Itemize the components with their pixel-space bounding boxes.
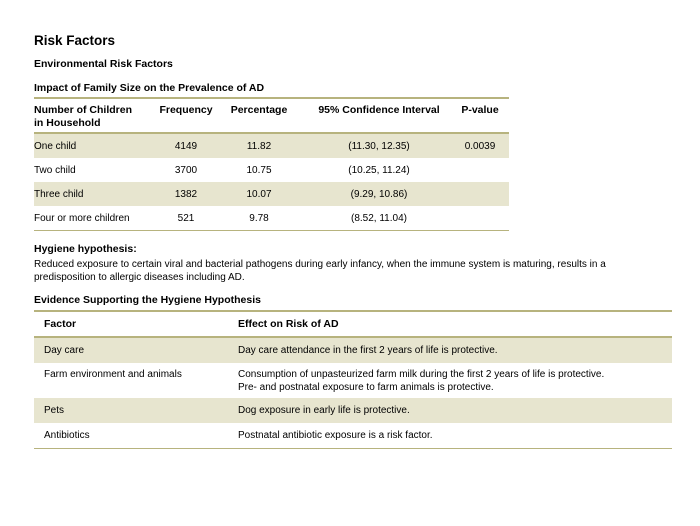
table-header-row — [34, 99, 509, 134]
header-effect: Effect on Risk of AD — [238, 318, 339, 330]
cell-ci: (11.30, 12.35) — [348, 141, 410, 152]
cell-percentage: 10.75 — [246, 165, 272, 176]
cell-frequency: 521 — [177, 213, 195, 224]
cell-ci: (9.29, 10.86) — [350, 189, 408, 200]
cell-factor: Pets — [44, 405, 65, 416]
cell-factor: Farm environment and animals — [44, 369, 182, 380]
cell-effect: Postnatal antibiotic exposure is a risk factor. — [238, 430, 433, 441]
cell-children: Four or more children — [34, 213, 130, 224]
header-ci: 95% Confidence Interval — [318, 104, 440, 116]
header-children: Number of Children in Household — [34, 104, 133, 129]
hygiene-title: Hygiene hypothesis: — [34, 243, 137, 255]
family-size-table — [34, 97, 509, 231]
cell-effect-line: Pre- and postnatal exposure to farm animals is protective. — [238, 382, 494, 393]
table-bottom-rule — [34, 448, 672, 449]
table-row — [34, 206, 509, 230]
cell-pvalue: 0.0039 — [464, 141, 496, 152]
cell-children: Two child — [34, 165, 76, 176]
cell-frequency: 1382 — [174, 189, 198, 200]
hygiene-text: Reduced exposure to certain viral and bacterial pathogens during early infancy, when the immune system is maturing, results in a predisposition to allergic diseases including AD. — [34, 259, 606, 283]
table1-caption: Impact of Family Size on the Prevalence of AD — [34, 82, 265, 94]
table-row — [34, 182, 509, 206]
table-header-row — [34, 312, 672, 338]
cell-frequency: 4149 — [174, 141, 198, 152]
table-row — [34, 338, 672, 363]
cell-children: Three child — [34, 189, 84, 200]
hygiene-evidence-table — [34, 310, 672, 449]
cell-ci: (10.25, 11.24) — [348, 165, 410, 176]
cell-factor: Day care — [44, 345, 85, 356]
cell-effect: Dog exposure in early life is protective. — [238, 405, 410, 416]
cell-factor: Antibiotics — [44, 430, 90, 441]
table-row — [34, 363, 672, 398]
cell-ci: (8.52, 11.04) — [351, 213, 407, 224]
table-row — [34, 134, 509, 158]
table-bottom-rule — [34, 230, 509, 231]
cell-percentage: 11.82 — [246, 141, 272, 152]
cell-effect: Day care attendance in the first 2 years of life is protective. — [238, 345, 498, 356]
cell-percentage: 10.07 — [246, 189, 272, 200]
header-percentage: Percentage — [230, 104, 288, 116]
header-frequency: Frequency — [159, 104, 213, 116]
cell-children: One child — [34, 141, 77, 152]
cell-effect-line: Consumption of unpasteurized farm milk during the first 2 years of life is protective. — [238, 369, 605, 380]
cell-frequency: 3700 — [174, 165, 198, 176]
page-title: Risk Factors — [34, 33, 116, 48]
header-factor: Factor — [44, 318, 77, 330]
table-row — [34, 398, 672, 423]
table2-caption: Evidence Supporting the Hygiene Hypothesis — [34, 294, 261, 306]
section-subtitle: Environmental Risk Factors — [34, 58, 173, 70]
cell-effect — [238, 368, 668, 394]
table-row — [34, 158, 509, 182]
table-row — [34, 423, 672, 448]
cell-percentage: 9.78 — [249, 213, 269, 224]
header-pvalue: P-value — [461, 104, 499, 116]
